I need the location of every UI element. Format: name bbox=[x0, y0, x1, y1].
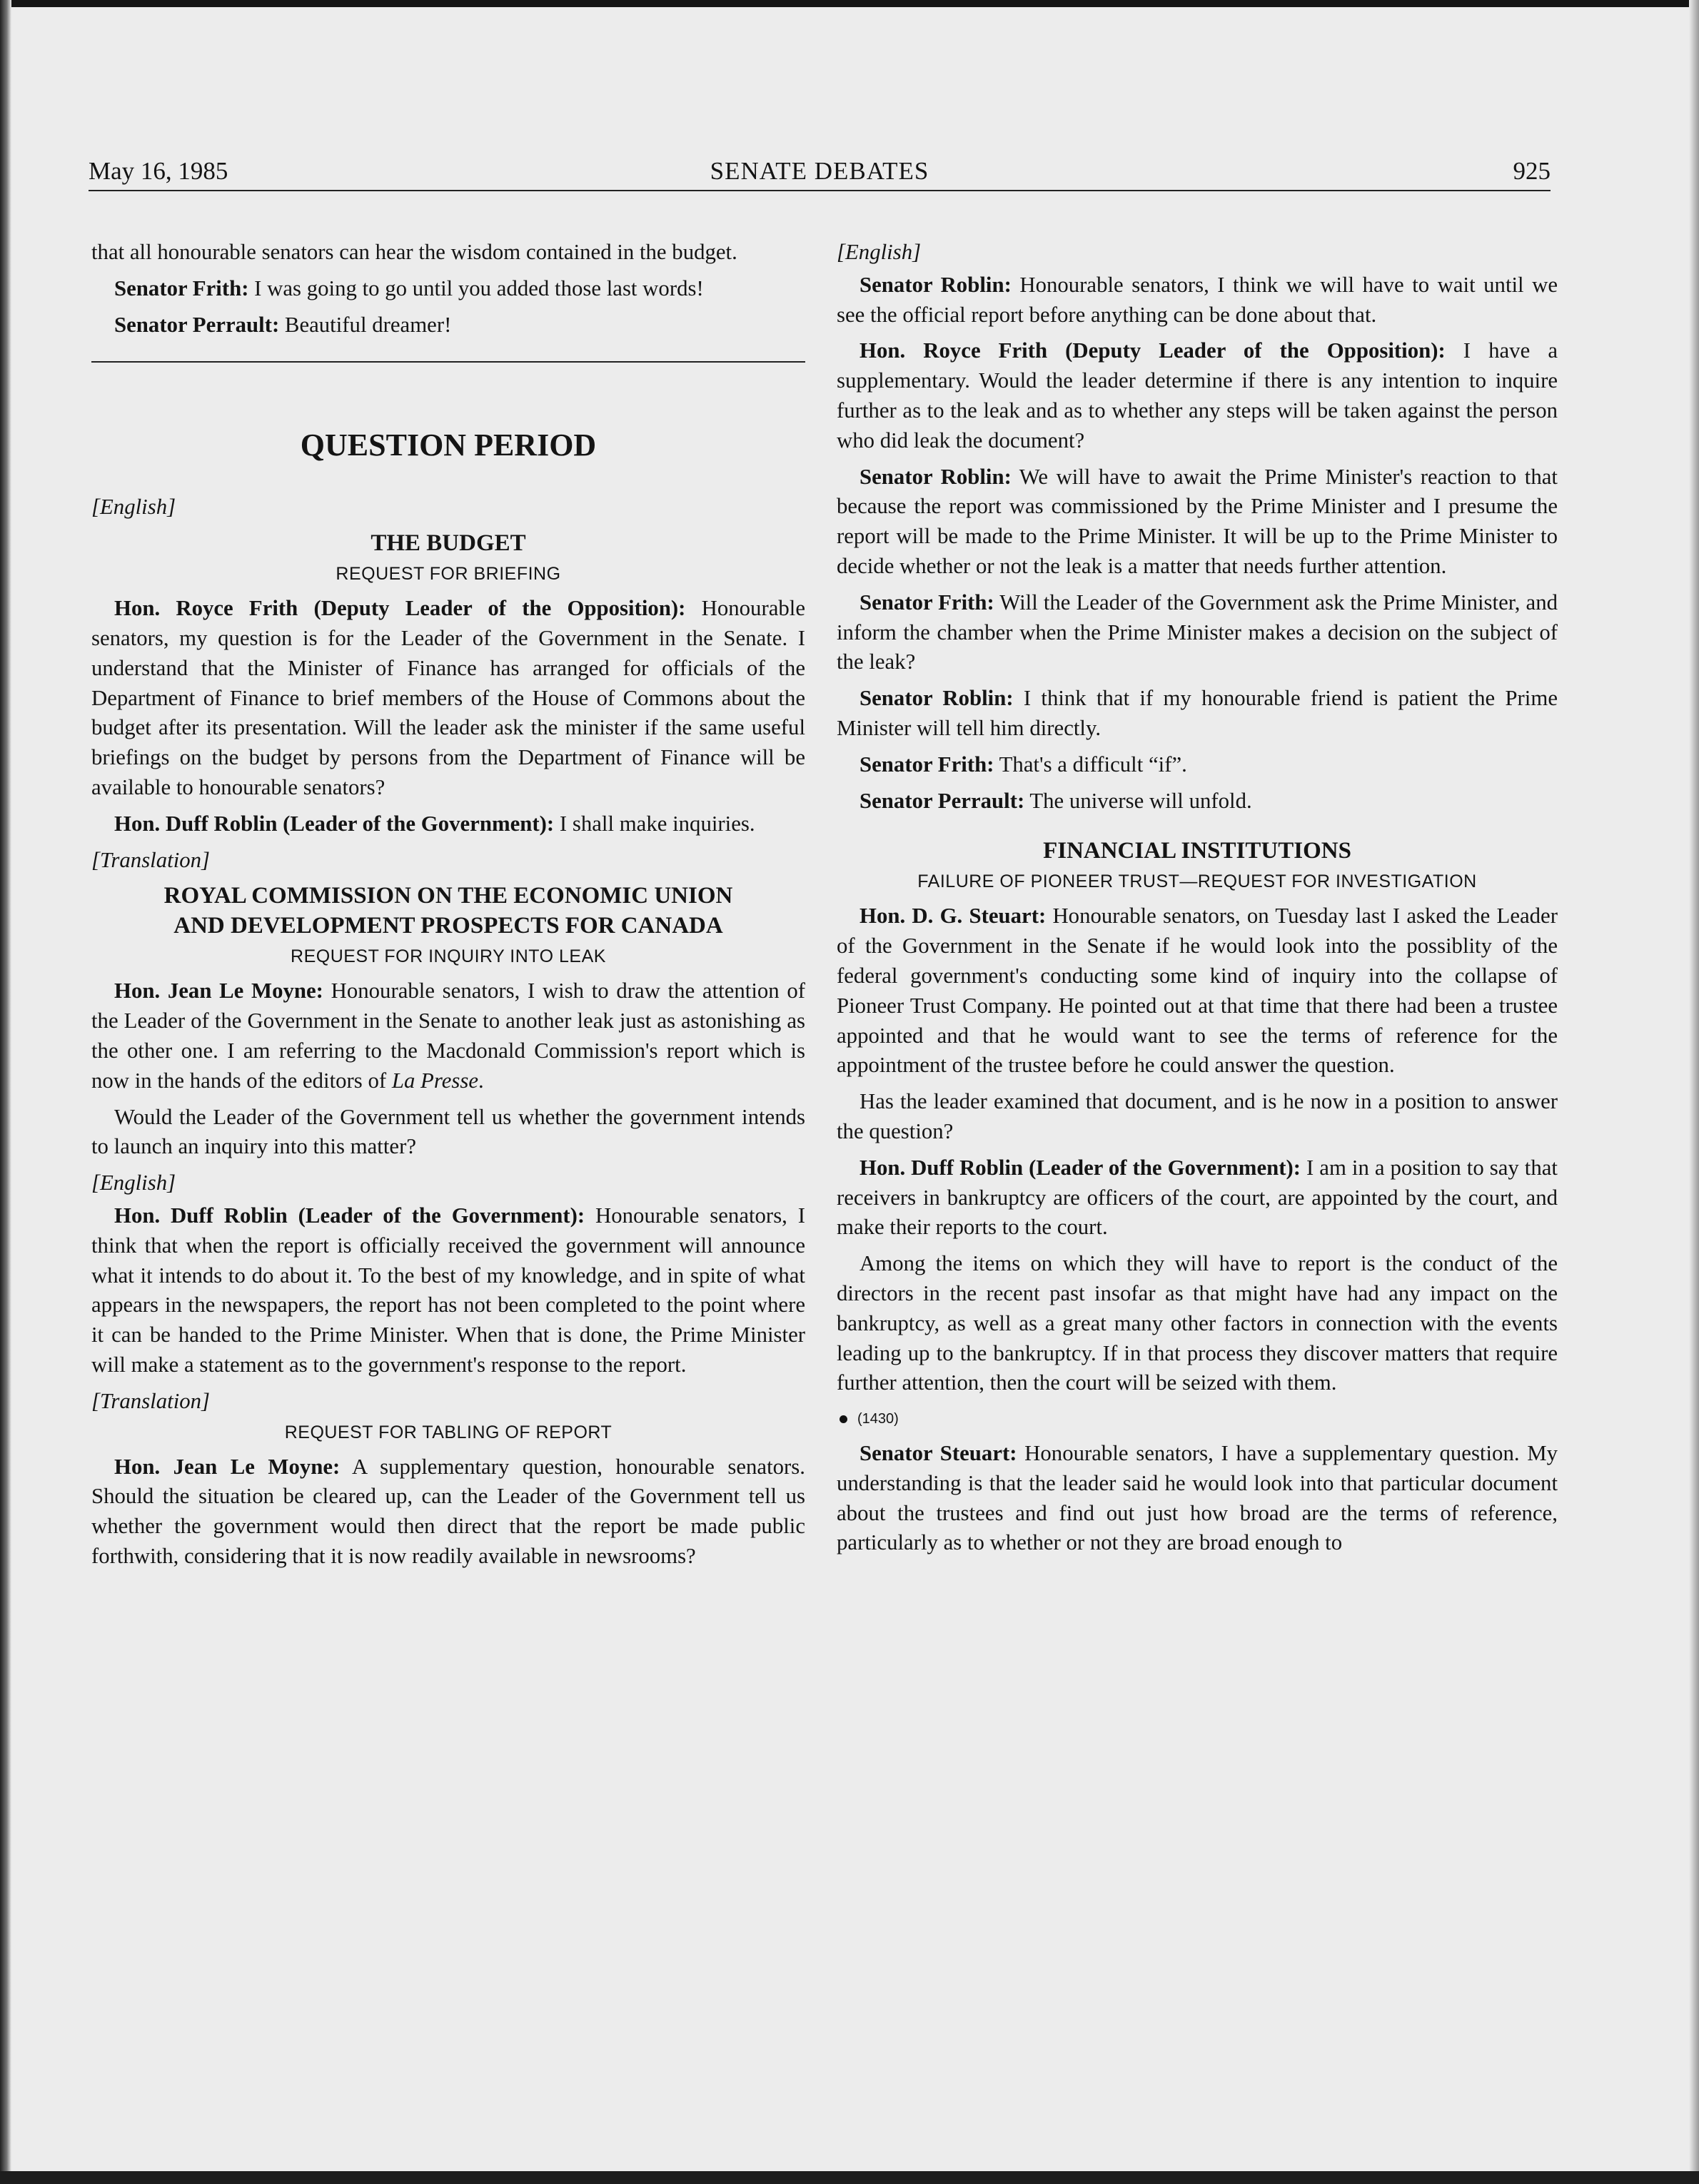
speech-roblin-patient bbox=[837, 684, 1558, 744]
continued-paragraph: that all honourable senators can hear the wisdom contained in the budget. bbox=[91, 240, 737, 264]
header-page-number: 925 bbox=[1513, 157, 1551, 185]
speech-roblin-leak bbox=[91, 1201, 805, 1380]
speaker: Hon. Duff Roblin (Leader of the Government): bbox=[114, 1203, 585, 1228]
speaker: Senator Steuart: bbox=[859, 1441, 1017, 1466]
speech-steuart-pioneer bbox=[837, 901, 1558, 1081]
speech-text: The universe will unfold. bbox=[1024, 788, 1252, 813]
speech-lemoyne-leak bbox=[91, 976, 805, 1096]
speech-text: Honourable senators, I think we will have to wait until we see the official report before anything can be done about that. bbox=[837, 272, 1558, 327]
speech-text: Honourable senators, I have a supplementary question. My understanding is that the leader said he would look into that particular document about the trustees and find out just how broad are the terms of reference, particularly as to whether or not they are broad enough to bbox=[837, 1441, 1558, 1555]
speech-roblin-budget bbox=[91, 809, 805, 839]
speech-text: I have a supplementary. Would the leader determine if there is any intention to inquire further as to the leak and as to whether any steps will be taken against the person who did leak the document? bbox=[837, 338, 1558, 453]
speaker: Hon. Duff Roblin (Leader of the Government): bbox=[859, 1155, 1301, 1180]
speaker: Senator Perrault: bbox=[114, 312, 280, 337]
speech-steuart-supplementary bbox=[837, 1439, 1558, 1558]
speaker: Senator Roblin: bbox=[859, 272, 1012, 297]
newspaper-title: La Presse bbox=[391, 1068, 478, 1093]
time-marker-text: (1430) bbox=[857, 1411, 899, 1427]
speaker: Hon. D. G. Steuart: bbox=[859, 904, 1047, 929]
header-date: May 16, 1985 bbox=[89, 157, 228, 185]
language-marker: [English] bbox=[91, 495, 176, 520]
right-column bbox=[837, 238, 1558, 1564]
speech-text: A supplementary question, honourable senators. Should the situation be cleared up, can the Leader of the Government tell us whether the government would then direct that the report be made public forthwith, considering that it is now readily available in newsrooms? bbox=[91, 1454, 805, 1568]
subheading-briefing: REQUEST FOR BRIEFING bbox=[336, 564, 561, 585]
speaker: Senator Roblin: bbox=[859, 464, 1012, 489]
speech-text: I think that if my honourable friend is patient the Prime Minister will tell him directly. bbox=[837, 686, 1558, 740]
speech-frith-1 bbox=[91, 274, 805, 304]
speech-lemoyne-tabling bbox=[91, 1452, 805, 1572]
subheading-tabling: REQUEST FOR TABLING OF REPORT bbox=[284, 1422, 612, 1442]
speech-perrault-1 bbox=[91, 310, 805, 340]
speech-roblin-items: Among the items on which they will have to report is the conduct of the directors in the recent past insofar as that might have had any impact on the bankruptcy, as well as a great many other factors in connection with the events leading up to the bankruptcy. If in that process they discover matters that require further attention, then the court will be seized with them. bbox=[837, 1251, 1558, 1395]
section-heading-royal-commission bbox=[91, 881, 805, 941]
speaker: Hon. Royce Frith (Deputy Leader of the Opposition): bbox=[114, 596, 686, 621]
speaker: Senator Frith: bbox=[859, 752, 994, 777]
header-title: SENATE DEBATES bbox=[710, 157, 929, 185]
bullet-icon bbox=[840, 1415, 847, 1423]
heading-line: AND DEVELOPMENT PROSPECTS FOR CANADA bbox=[173, 913, 723, 939]
speech-text: That's a difficult “if”. bbox=[994, 752, 1187, 777]
speech-roblin-receivers bbox=[837, 1153, 1558, 1243]
section-divider bbox=[91, 361, 805, 363]
section-heading-budget: THE BUDGET bbox=[370, 530, 526, 557]
speech-lemoyne-question: Would the Leader of the Government tell us whether the government intends to launch an inquiry into this matter? bbox=[91, 1104, 805, 1159]
running-header bbox=[89, 158, 1551, 191]
speech-text: We will have to await the Prime Minister's reaction to that because the report was commissioned by the Prime Minister and I presume the report will be made to the Prime Minister. It will be up to the Prime Minister to decide whether or not the leak is a matter that needs further attention. bbox=[837, 464, 1558, 578]
speaker: Hon. Duff Roblin (Leader of the Government): bbox=[114, 811, 555, 836]
speaker: Hon. Jean Le Moyne: bbox=[114, 979, 323, 1003]
section-heading-financial: FINANCIAL INSTITUTIONS bbox=[1043, 838, 1351, 864]
speech-steuart-question: Has the leader examined that document, and is he now in a position to answer the question? bbox=[837, 1089, 1558, 1143]
scan-edge-bottom bbox=[0, 2171, 1699, 2184]
speech-text: Honourable senators, on Tuesday last I asked the Leader of the Government in the Senate if he would look into the possiblity of the federal government's conducting some kind of inquiry into the collapse of Pioneer Trust Company. He pointed out at that time that there had been a trustee appointed and that he would want to see the terms of reference for the appointment of the trustee before he could answer the question. bbox=[837, 904, 1558, 1078]
speech-text: Honourable senators, I think that when the report is officially received the government will announce what it intends to do about it. To the best of my knowledge, and in spite of what appears in the newspapers, the report has not been completed to the point where it can be handed to the Prime Minister. When that is done, the Prime Minister will make a statement as to the government's response to the report. bbox=[91, 1203, 805, 1377]
heading-line: ROYAL COMMISSION ON THE ECONOMIC UNION bbox=[163, 883, 733, 909]
speaker: Senator Frith: bbox=[859, 590, 994, 615]
speech-text: Honourable senators, I wish to draw the attention of the Leader of the Government in the Senate to another leak just as astonishing as the other one. I am referring to the Macdonald Commission's report which is now in the hands of the editors of bbox=[91, 979, 805, 1093]
scan-edge-top bbox=[0, 0, 1699, 7]
speech-frith-if bbox=[837, 750, 1558, 780]
language-marker: [English] bbox=[91, 1171, 176, 1195]
speech-text: Honourable senators, my question is for the Leader of the Government in the Senate. I understand that the Minister of Finance has arranged for officials of the Department of Finance to brief members of the House of Commons about the budget after its presentation. Will the leader ask the minister if the same useful briefings on the budget by persons from the Department of Finance will be available to honourable senators? bbox=[91, 596, 806, 799]
speech-text: I am in a position to say that receivers in bankruptcy are officers of the court, are appointed by the court, and make their reports to the court. bbox=[837, 1155, 1558, 1240]
speech-text: Will the Leader of the Government ask the Prime Minister, and inform the chamber when the Prime Minister makes a decision on the subject of the leak? bbox=[837, 590, 1558, 674]
speech-text: I shall make inquiries. bbox=[554, 811, 755, 836]
speech-frith-budget bbox=[91, 594, 805, 803]
speech-roblin-await bbox=[837, 462, 1558, 582]
speaker: Senator Perrault: bbox=[859, 788, 1025, 813]
scan-edge-right bbox=[1689, 0, 1699, 2184]
speech-roblin-wait bbox=[837, 271, 1558, 330]
speaker: Senator Frith: bbox=[114, 275, 249, 300]
speech-frith-ask bbox=[837, 588, 1558, 677]
language-marker: [Translation] bbox=[91, 847, 211, 872]
speaker: Hon. Jean Le Moyne: bbox=[114, 1454, 341, 1479]
speech-text: Beautiful dreamer! bbox=[279, 312, 452, 337]
language-marker: [English] bbox=[837, 240, 922, 264]
speech-perrault-unfold bbox=[837, 787, 1558, 817]
time-marker bbox=[837, 1405, 1558, 1433]
subheading-leak: REQUEST FOR INQUIRY INTO LEAK bbox=[291, 946, 606, 967]
speaker: Senator Roblin: bbox=[859, 686, 1014, 711]
speaker: Hon. Royce Frith (Deputy Leader of the Opposition): bbox=[859, 338, 1446, 363]
subheading-pioneer-trust: FAILURE OF PIONEER TRUST—REQUEST FOR INVESTIGATION bbox=[917, 871, 1477, 892]
left-column bbox=[91, 238, 805, 1578]
language-marker: [Translation] bbox=[91, 1388, 211, 1413]
speech-frith-supplementary bbox=[837, 336, 1558, 455]
speech-text: I was going to go until you added those last words! bbox=[248, 275, 704, 300]
scan-edge-left bbox=[0, 0, 11, 2184]
question-period-heading: QUESTION PERIOD bbox=[300, 428, 597, 463]
speech-text-end: . bbox=[478, 1068, 484, 1093]
